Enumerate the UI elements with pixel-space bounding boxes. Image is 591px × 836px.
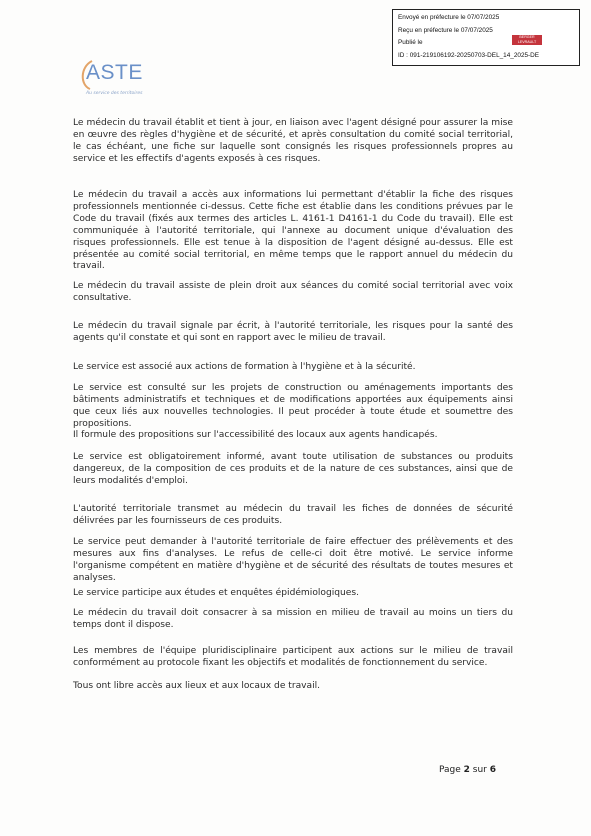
paragraph-5: Le service est associé aux actions de formation à l'hygiène et à la sécurité. [73,362,416,372]
stamp-id-line: ID : 091-219106192-20250703-DEL_14_2025-DE [398,51,540,59]
paragraph-14: Tous ont libre accès aux lieux et aux locaux de travail. [73,681,321,691]
paragraph-7: Il formule des propositions sur l'accessibilité des locaux aux agents handicapés. [73,430,438,440]
page-current: 2 [463,765,470,775]
paragraph-6: Le service est consulté sur les projets de construction ou aménagements importants des bâtiments administratifs et techniques et de modifications apportées aux équipements ainsi que ceux liés aux nouvelles technologies. Il peut procéder à toute étude et soumettre des propositions. [73,383,513,429]
paragraph-9: L'autorité territoriale transmet au médecin du travail les fiches de données de sécurité délivrées par les fournisseurs de ces produits. [73,504,513,526]
prefecture-stamp [392,9,580,66]
paragraph-1: Le médecin du travail établit et tient à jour, en liaison avec l'agent désigné pour assurer la mise en œuvre des règles d'hygiène et de sécurité, et après consultation du comité social territorial, le cas échéant, une fiche sur laquelle sont consignés les risques professionnels propres au service et les effectifs d'agents exposés à ces risques. [73,118,513,164]
paragraph-3: Le médecin du travail assiste de plein droit aux séances du comité social territorial avec voix consultative. [73,281,513,303]
paragraph-10: Le service peut demander à l'autorité territoriale de faire effectuer des prélèvements et des mesures aux fins d'analyses. Le refus de celle-ci doit être motivé. Le service informe l'organisme compétent en matière d'hygiène et de sécurité des résultats de toutes mesures et analyses. [73,537,513,583]
stamp-sent-line: Envoyé en préfecture le 07/07/2025 [398,14,500,21]
page-total: 6 [489,765,497,775]
page-separator: sur [469,765,490,775]
caste-logo [78,55,158,105]
logo-tagline: Au service des territoires [86,91,143,96]
page-prefix: Page [439,765,464,775]
stamp-received-line: Reçu en préfecture le 07/07/2025 [398,26,493,34]
stamp-published-line: Publié le [398,39,423,46]
berger-levrault-logo: BERGER LEVRAULT [512,35,542,45]
paragraph-4: Le médecin du travail signale par écrit, à l'autorité territoriale, les risques pour la santé des agents qu'il constate et qui sont en rapport avec le milieu de travail. [73,321,513,343]
paragraph-13: Les membres de l'équipe pluridisciplinaire participent aux actions sur le milieu de travail conformément au protocole fixant les objectifs et modalités de fonctionnement du service. [73,646,513,668]
paragraph-12: Le médecin du travail doit consacrer à sa mission en milieu de travail au moins un tiers du temps dont il dispose. [73,608,513,630]
logo-text: ASTE [86,61,143,84]
paragraph-8: Le service est obligatoirement informé, avant toute utilisation de substances ou produits dangereux, de la composition de ces produits et de la nature de ces substances, ainsi que de leurs modalités d'emploi. [73,452,513,486]
paragraph-11: Le service participe aux études et enquêtes épidémiologiques. [73,588,360,598]
page-number [439,765,496,775]
paragraph-2: Le médecin du travail a accès aux informations lui permettant d'établir la fiche des risques professionnels mentionnée ci-dessus. Cette fiche est établie dans les conditions prévues par le Code du travail (fixés aux termes des articles L. 4161-1 D4161-1 du Code du travail). Elle est communiquée à l'autorité territoriale, qui l'annexe au document unique d'évaluation des risques professionnels. Elle est tenue à la disposition de l'agent désigné au-dessus. Elle est présentée au comité social territorial, en même temps que le rapport annuel du médecin du travail. [73,190,513,272]
